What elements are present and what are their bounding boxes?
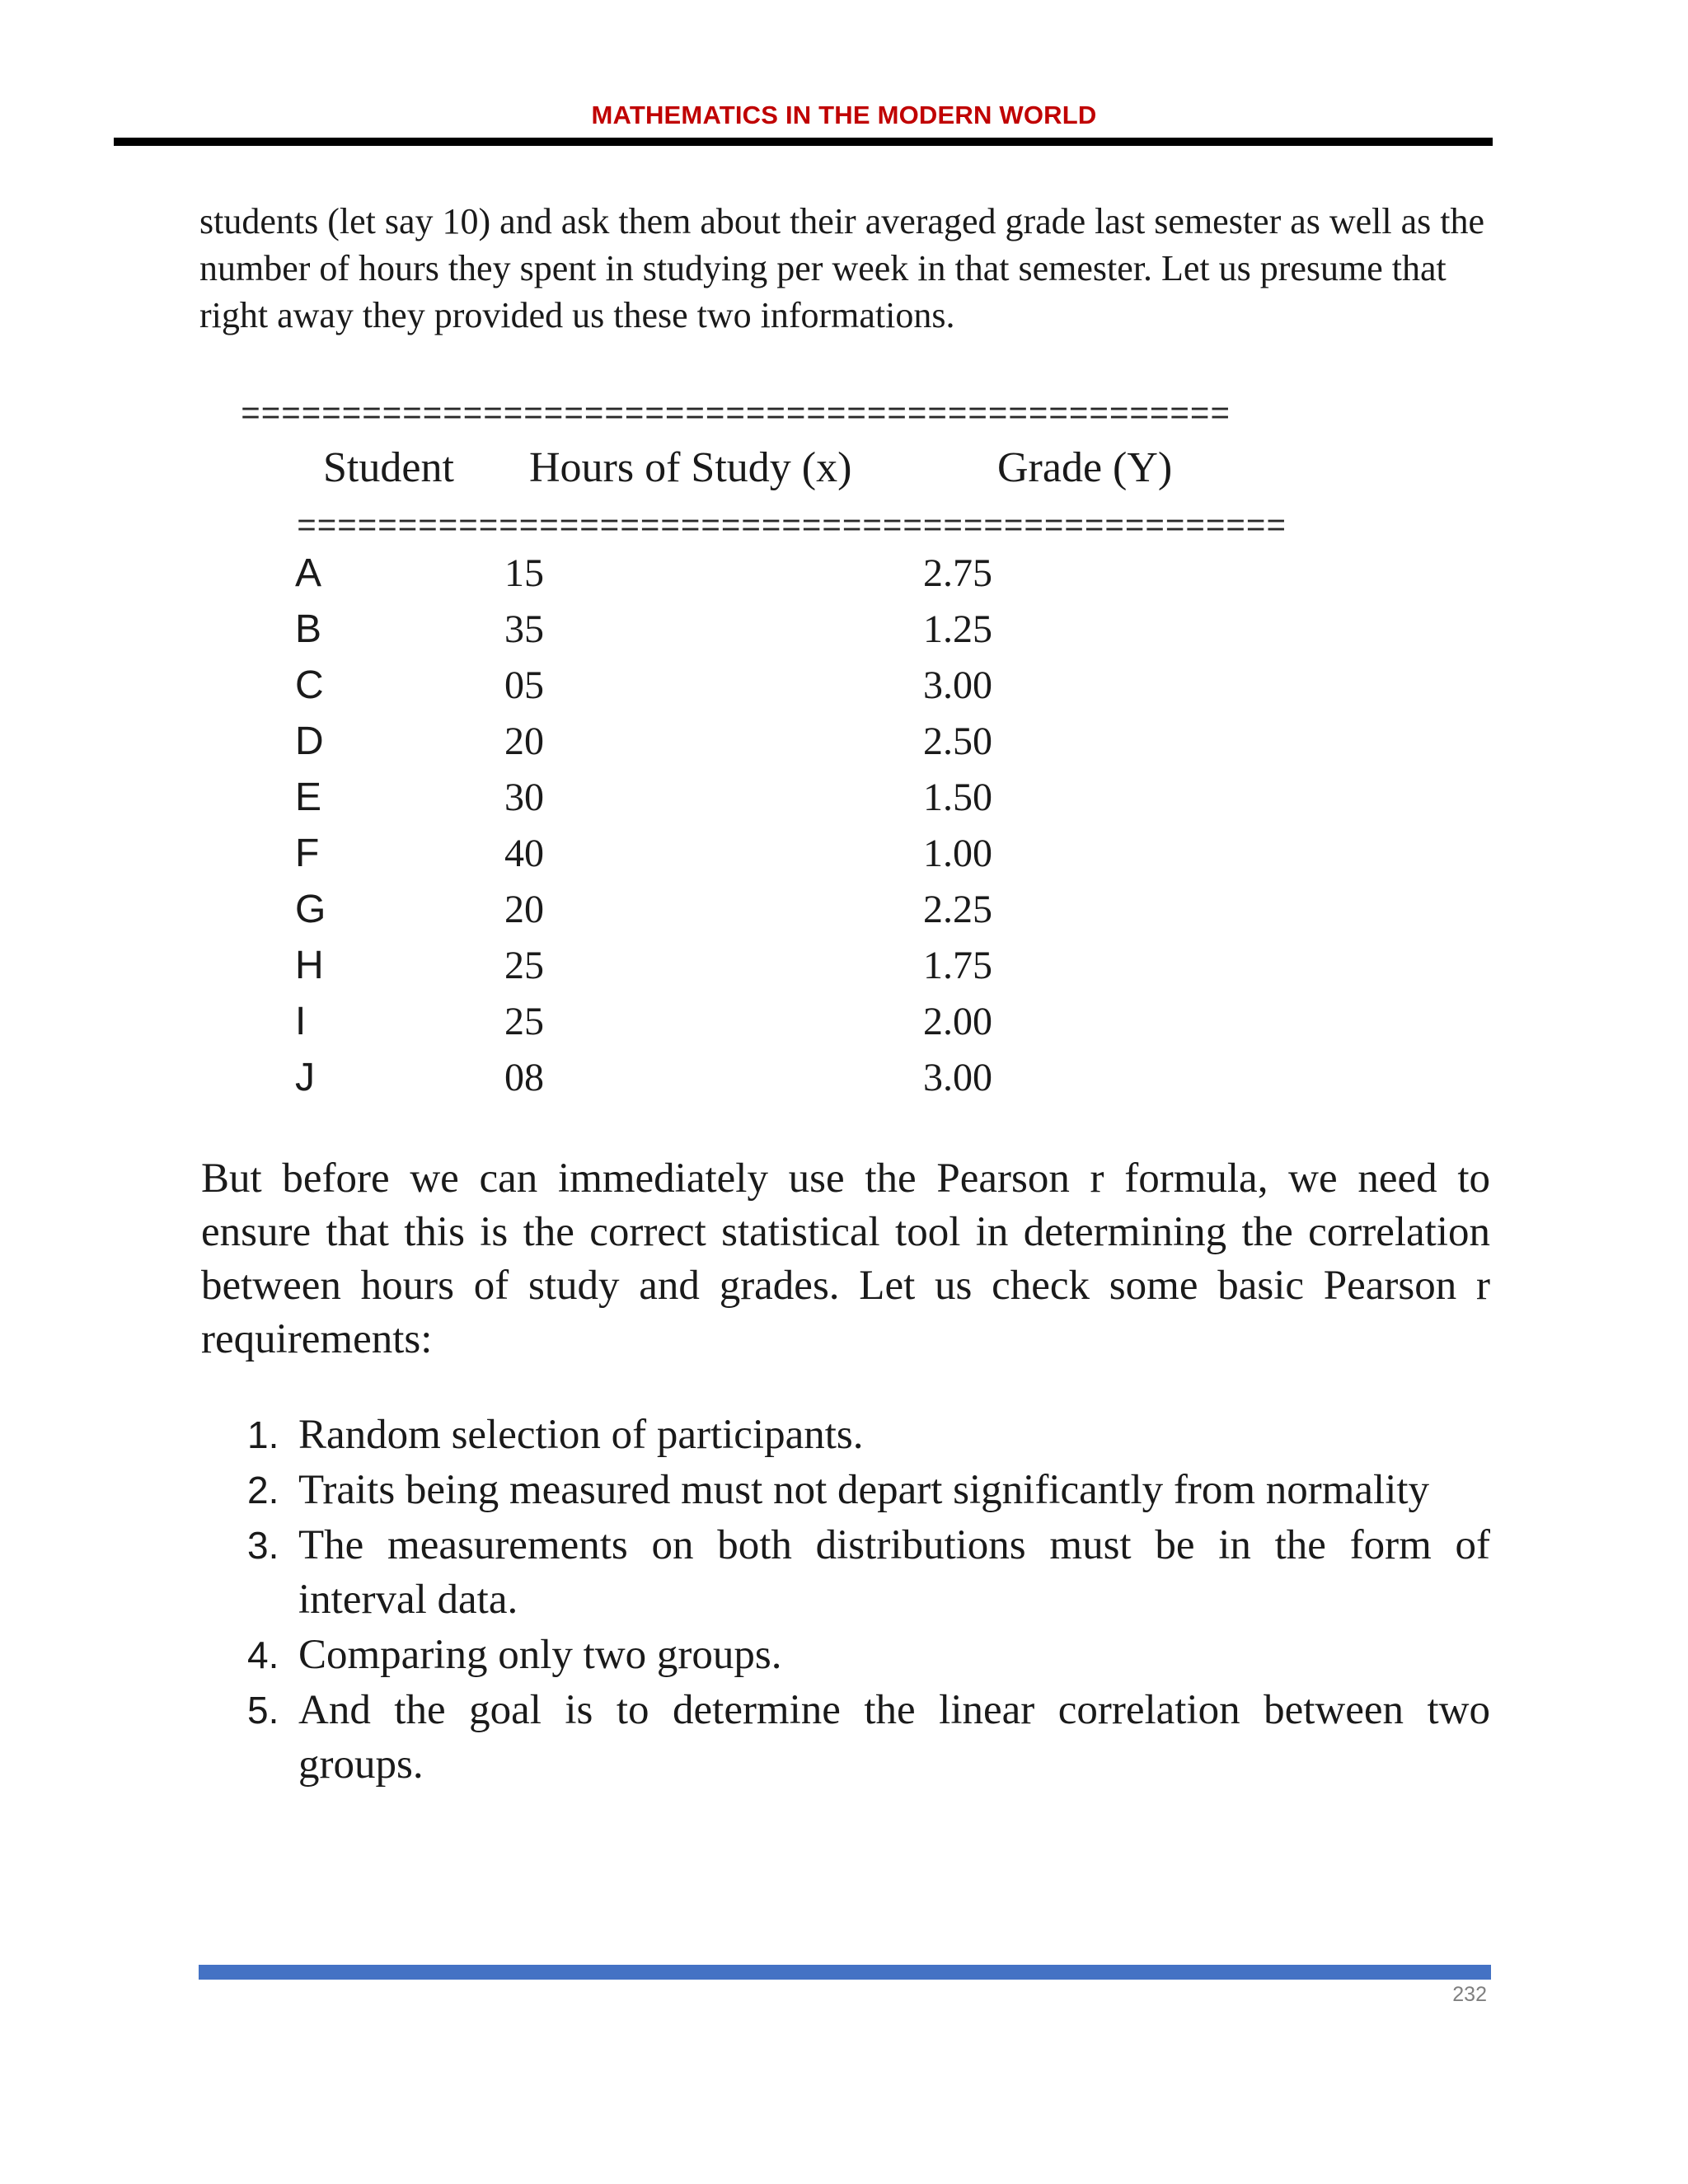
cell-hours: 20: [504, 719, 544, 763]
column-header-hours: Hours of Study (x): [529, 444, 852, 491]
cell-student: D: [295, 719, 324, 763]
table-row: [0, 831, 1688, 887]
cell-hours: 08: [504, 1056, 544, 1099]
list-item: [247, 1683, 1490, 1792]
list-item: [247, 1628, 1490, 1682]
cell-student: E: [295, 776, 322, 819]
cell-grade: 3.00: [923, 663, 992, 707]
list-item-number: 2.: [247, 1469, 279, 1511]
list-item-text: And the goal is to determine the linear correlation between two groups.: [298, 1687, 1490, 1788]
list-item-text: Traits being measured must not depart significantly from normality: [298, 1467, 1430, 1513]
table-row: [0, 663, 1688, 719]
cell-hours: 25: [504, 944, 544, 987]
table-row: [0, 943, 1688, 999]
table-row: [0, 607, 1688, 663]
list-item-text: Comparing only two groups.: [298, 1632, 782, 1678]
list-item-number: 3.: [247, 1524, 279, 1567]
table-row: [0, 999, 1688, 1055]
table-row: [0, 551, 1688, 607]
header-divider: [114, 138, 1493, 146]
list-item-number: 4.: [247, 1633, 279, 1676]
list-item-text: Random selection of participants.: [298, 1412, 864, 1458]
cell-grade: 2.00: [923, 1000, 992, 1043]
table-row: [0, 887, 1688, 943]
cell-student: B: [295, 607, 322, 651]
cell-grade: 1.75: [923, 944, 992, 987]
cell-hours: 35: [504, 607, 544, 651]
cell-hours: 20: [504, 888, 544, 931]
list-item: [247, 1408, 1490, 1462]
cell-student: A: [295, 551, 322, 595]
cell-student: I: [295, 1000, 307, 1043]
cell-grade: 1.50: [923, 776, 992, 819]
column-header-student: Student: [323, 444, 454, 491]
cell-hours: 40: [504, 832, 544, 875]
list-item-number: 1.: [247, 1413, 279, 1456]
column-header-grade: Grade (Y): [997, 444, 1173, 491]
cell-grade: 3.00: [923, 1056, 992, 1099]
pearson-paragraph: But before we can immediately use the Pearson r formula, we need to ensure that this is the correct statistical tool in determining the correlation between hours of study and grades. Let us check some basic Pearson r requirements:: [201, 1155, 1490, 1362]
cell-student: J: [295, 1056, 315, 1099]
cell-student: G: [295, 888, 326, 931]
requirements-list: [0, 1408, 1688, 1793]
list-item-number: 5.: [247, 1689, 279, 1732]
intro-paragraph: students (let say 10) and ask them about their averaged grade last semester as well as the number of hours they spent in studying per week in that semester. Let us presume that right away they provided us these two informations.: [199, 201, 1485, 335]
cell-student: H: [295, 944, 324, 987]
list-item: [247, 1518, 1490, 1627]
cell-student: F: [295, 832, 320, 875]
footer-divider: [199, 1965, 1491, 1980]
cell-grade: 1.00: [923, 832, 992, 875]
list-item-text: The measurements on both distributions must be in the form of interval data.: [298, 1522, 1490, 1623]
cell-hours: 30: [504, 776, 544, 819]
cell-hours: 15: [504, 551, 544, 595]
table-header-rule: =================================================: [297, 509, 1287, 546]
table-row: [0, 1055, 1688, 1111]
page-number: 232: [1452, 1983, 1487, 2006]
cell-grade: 1.25: [923, 607, 992, 651]
cell-grade: 2.75: [923, 551, 992, 595]
table-row: [0, 719, 1688, 775]
list-item: [247, 1463, 1490, 1517]
cell-grade: 2.50: [923, 719, 992, 763]
table-top-rule: =================================================: [241, 397, 1231, 434]
cell-hours: 25: [504, 1000, 544, 1043]
table-row: [0, 775, 1688, 831]
cell-grade: 2.25: [923, 888, 992, 931]
cell-hours: 05: [504, 663, 544, 707]
page-header-title: MATHEMATICS IN THE MODERN WORLD: [591, 101, 1097, 129]
cell-student: C: [295, 663, 324, 707]
